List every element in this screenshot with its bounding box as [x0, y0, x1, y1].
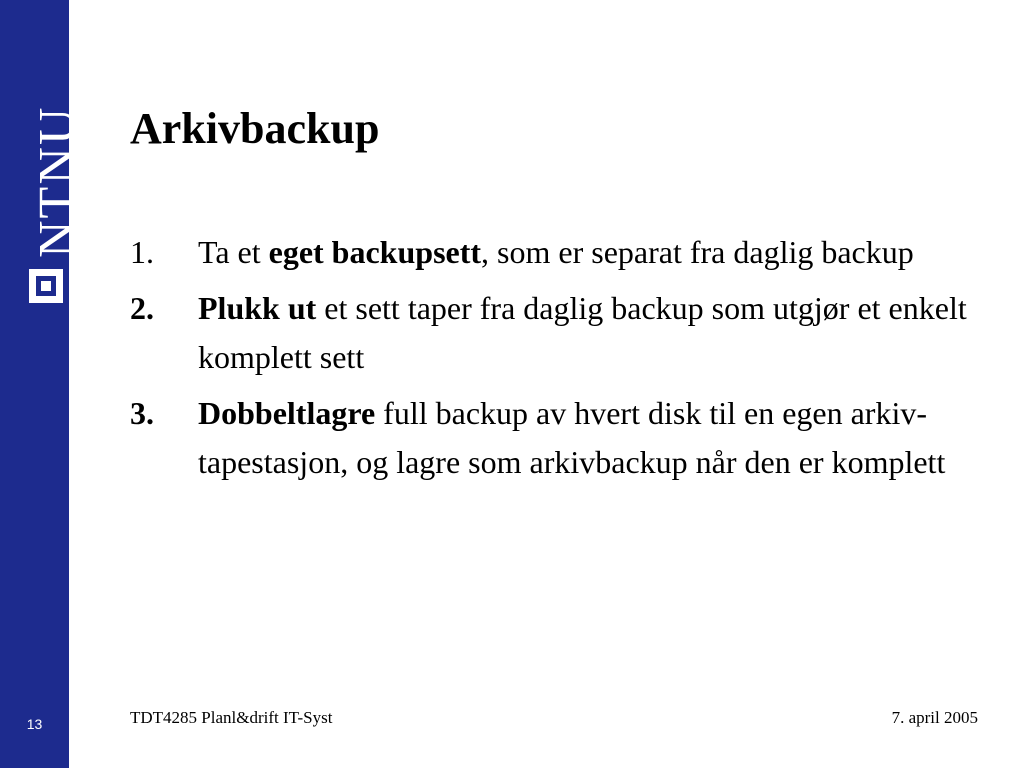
- ntnu-logo-square-icon: [29, 269, 63, 303]
- slide-title: Arkivbackup: [130, 104, 380, 153]
- list-item-emphasis: Dobbeltlagre: [198, 395, 376, 431]
- footer-course: TDT4285 Planl&drift IT-Syst: [130, 708, 333, 727]
- ntnu-logo-text: NTNU: [29, 105, 86, 258]
- sidebar: [0, 0, 86, 768]
- list-item-number: 2.: [130, 290, 154, 326]
- page-number: 13: [26, 716, 43, 732]
- list-item-text-post: et sett taper fra daglig backup som utgjør et enkelt komplett sett: [198, 290, 967, 375]
- footer-date: 7. april 2005: [891, 708, 978, 727]
- list-item-number: 1.: [130, 234, 154, 270]
- list-item: [130, 389, 980, 487]
- list-item: [130, 228, 980, 277]
- list-item: [130, 284, 980, 382]
- list-item-emphasis: eget backupsett: [268, 234, 482, 270]
- list-item-emphasis: Plukk ut: [198, 290, 317, 326]
- ntnu-logo: [12, 48, 86, 263]
- list-item-text-pre: Ta et: [198, 234, 269, 270]
- list-item-number: 3.: [130, 395, 154, 431]
- bullet-list: [130, 228, 980, 494]
- list-item-text-post: , som er separat fra daglig backup: [481, 234, 914, 270]
- list-item-text-post: full backup av hvert disk til en egen arkiv-tapestasjon, og lagre som arkivbackup når den er komplett: [198, 395, 946, 480]
